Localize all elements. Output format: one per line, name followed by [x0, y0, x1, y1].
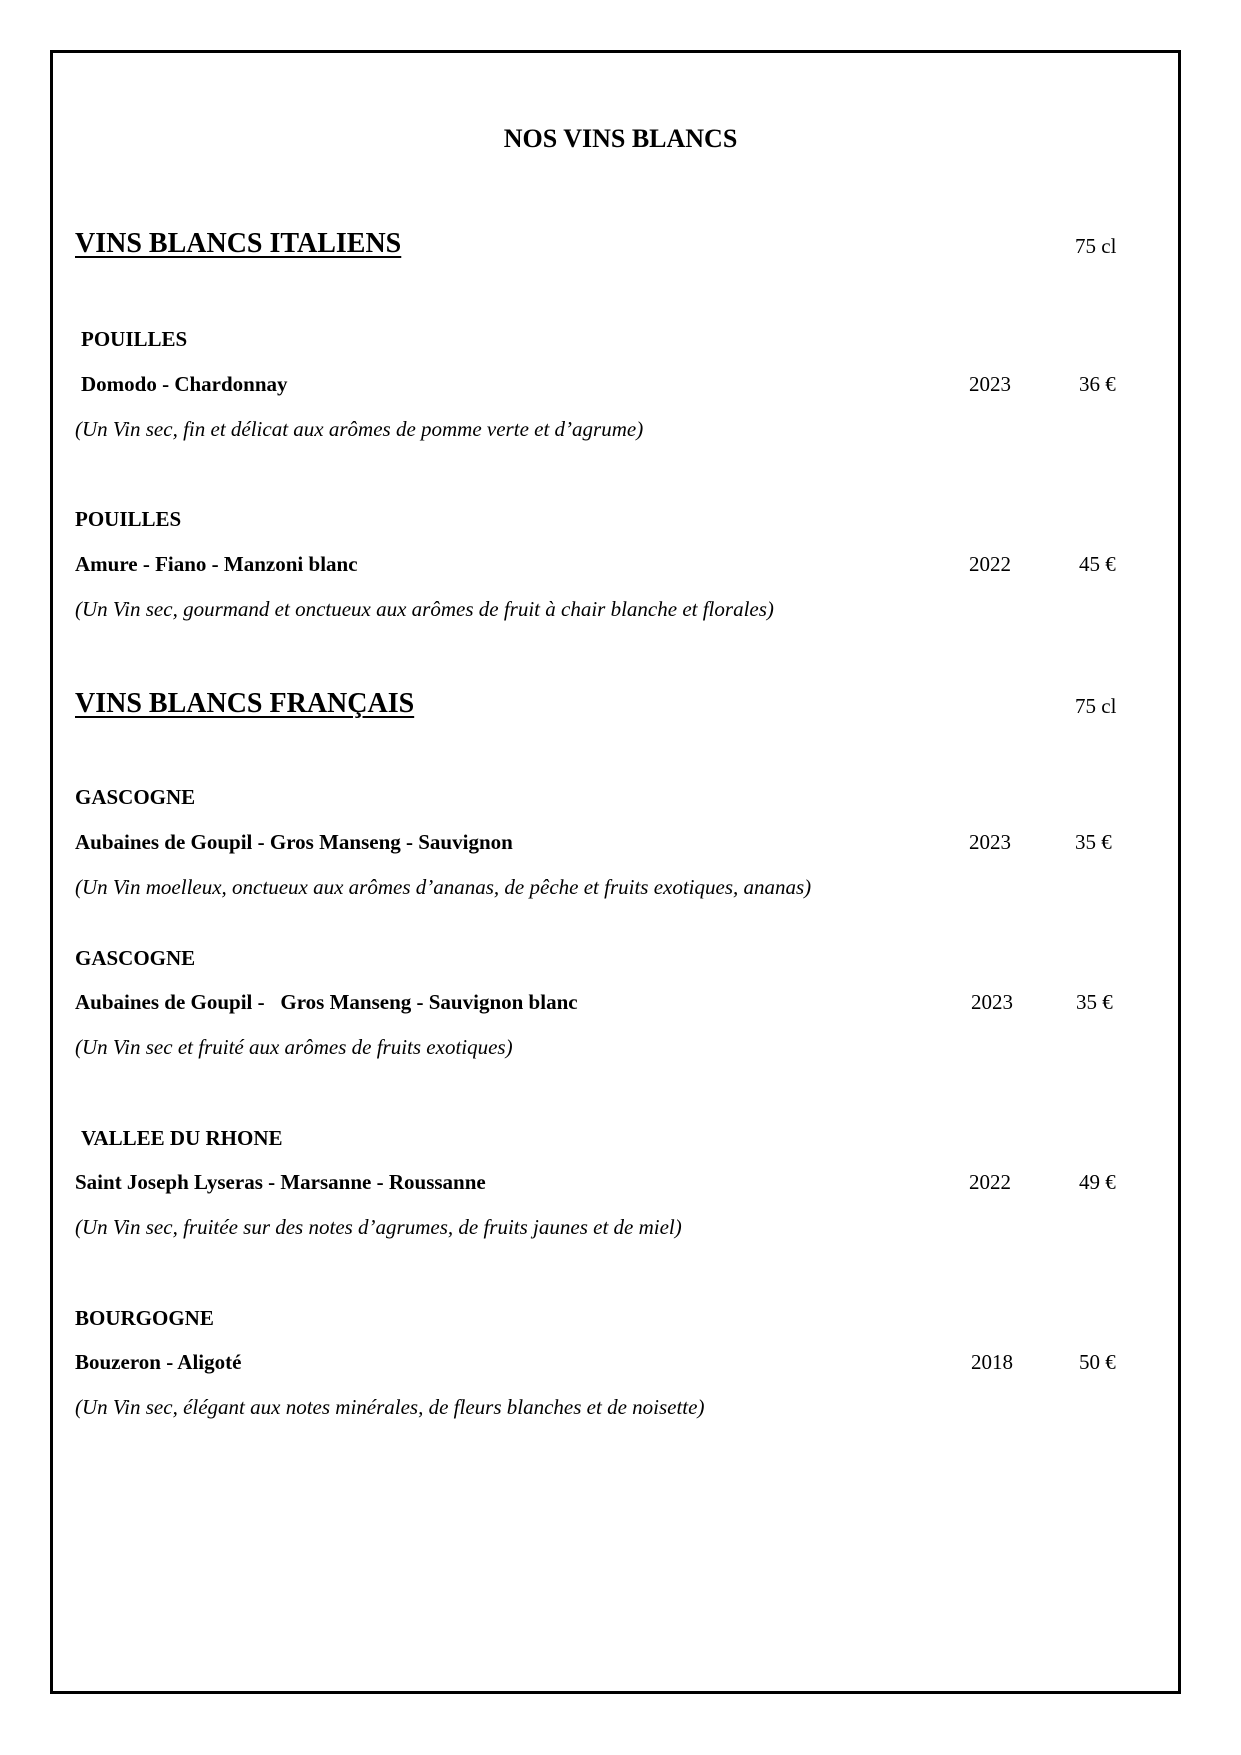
wine-region: VALLEE DU RHONE — [81, 1126, 283, 1150]
wine-region: BOURGOGNE — [75, 1306, 214, 1330]
wine-price: 35 € — [1075, 830, 1112, 854]
section-volume-italiens: 75 cl — [1075, 234, 1117, 258]
section-title-italiens: VINS BLANCS ITALIENS — [75, 228, 402, 259]
wine-region: GASCOGNE — [75, 785, 196, 809]
wine-region: POUILLES — [81, 327, 188, 351]
wine-name: Amure - Fiano - Manzoni blanc — [75, 552, 358, 576]
page-title: NOS VINS BLANCS — [503, 124, 738, 153]
wine-name: Aubaines de Goupil - Gros Manseng - Sauvignon — [75, 830, 513, 854]
wine-description: (Un Vin sec, fruitée sur des notes d’agrumes, de fruits jaunes et de miel) — [75, 1215, 682, 1239]
wine-price: 50 € — [1079, 1350, 1116, 1374]
wine-year: 2022 — [969, 1170, 1011, 1194]
wine-year: 2018 — [971, 1350, 1013, 1374]
section-title-francais: VINS BLANCS FRANÇAIS — [75, 688, 415, 719]
wine-name: Domodo - Chardonnay — [81, 372, 288, 396]
wine-description: (Un Vin moelleux, onctueux aux arômes d’ananas, de pêche et fruits exotiques, ananas) — [75, 875, 812, 899]
wine-price: 35 € — [1076, 990, 1113, 1014]
wine-description: (Un Vin sec et fruité aux arômes de fruits exotiques) — [75, 1035, 513, 1059]
wine-price: 36 € — [1079, 372, 1116, 396]
wine-description: (Un Vin sec, fin et délicat aux arômes de pomme verte et d’agrume) — [75, 417, 644, 441]
wine-description: (Un Vin sec, élégant aux notes minérales, de fleurs blanches et de noisette) — [75, 1395, 705, 1419]
wine-name: Bouzeron - Aligoté — [75, 1350, 242, 1374]
page-border — [50, 50, 1181, 1694]
wine-name: Aubaines de Goupil - Gros Manseng - Sauvignon blanc — [75, 990, 578, 1014]
wine-year: 2022 — [969, 552, 1011, 576]
wine-price: 49 € — [1079, 1170, 1116, 1194]
wine-region: GASCOGNE — [75, 946, 196, 970]
wine-description: (Un Vin sec, gourmand et onctueux aux arômes de fruit à chair blanche et florales) — [75, 597, 774, 621]
wine-name: Saint Joseph Lyseras - Marsanne - Roussanne — [75, 1170, 486, 1194]
section-volume-francais: 75 cl — [1075, 694, 1117, 718]
wine-year: 2023 — [969, 830, 1011, 854]
wine-price: 45 € — [1079, 552, 1116, 576]
wine-year: 2023 — [971, 990, 1013, 1014]
wine-region: POUILLES — [75, 507, 182, 531]
wine-year: 2023 — [969, 372, 1011, 396]
